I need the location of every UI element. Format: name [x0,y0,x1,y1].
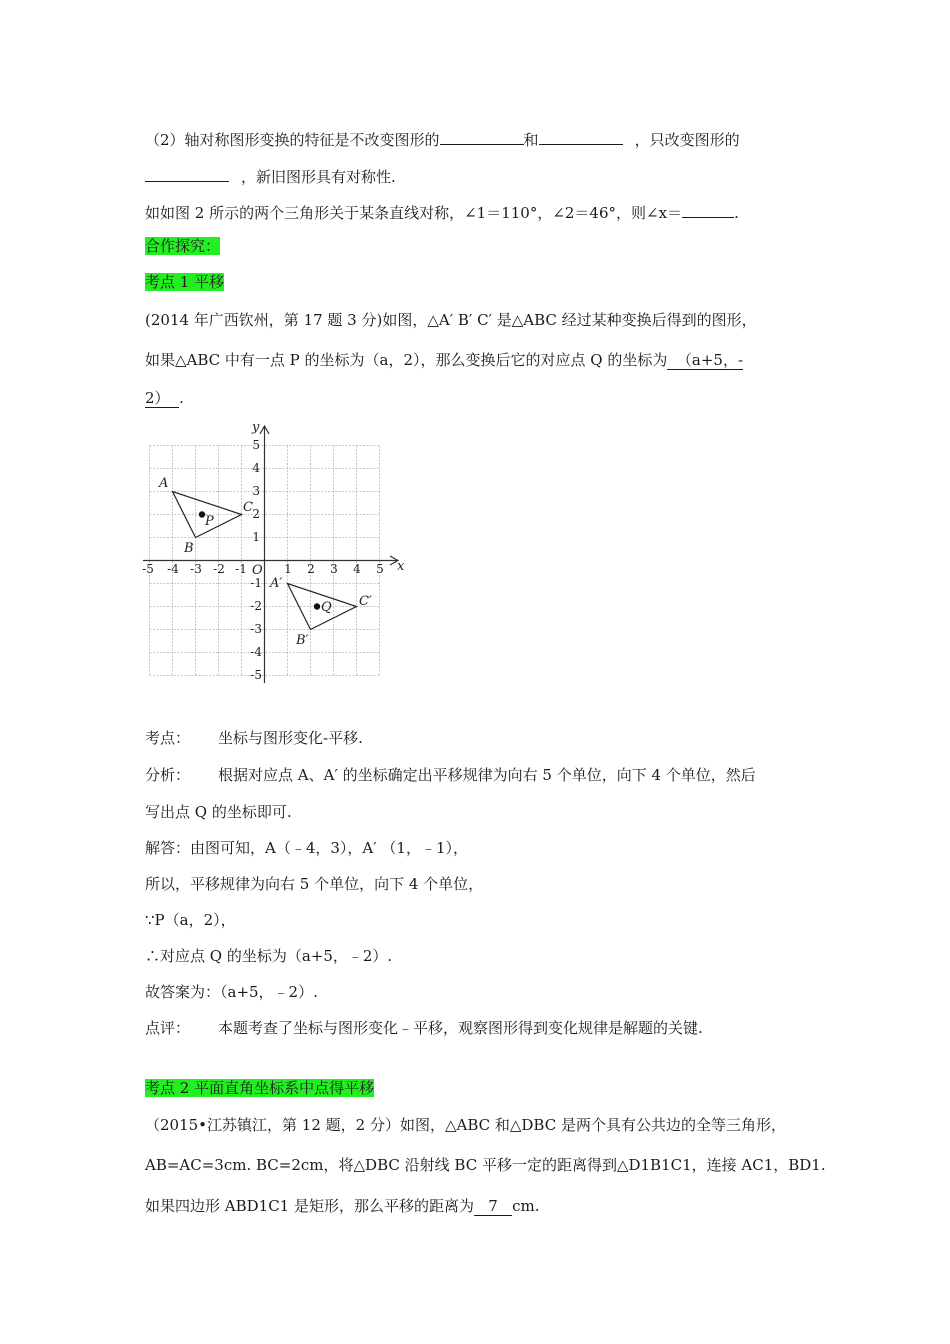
tick-label-x: 2 [307,562,315,576]
kp1-solution-line2: 所以，平移规律为向右 5 个单位，向下 4 个单位， [145,875,484,893]
answer-blank [440,128,524,145]
tick-label-y: 2 [252,507,260,521]
tick-label-x: 3 [330,562,338,576]
answer-blank [682,201,734,218]
kp2-line1: （2015•江苏镇江，第 12 题，2 分）如图，△ABC 和△DBC 是两个具有公共边的全等三角形， [145,1116,786,1134]
tick-label-x: -3 [190,562,202,576]
kp1-comment: 点评： 本题考查了坐标与图形变化﹣平移，观察图形得到变化规律是解题的关键. [145,1019,703,1037]
tick-label-y: 4 [252,461,260,475]
label-b: B [184,541,194,556]
kp1-analysis-line1: 分析： 根据对应点 A、A′ 的坐标确定出平移规律为向右 5 个单位，向下 4 个单位，然后 [145,766,756,784]
tick-label-x: 4 [353,562,361,576]
answer-blank [539,128,623,145]
kp1-kaodian: 考点： 坐标与图形变化-平移. [145,729,363,747]
tick-label-x: 5 [376,562,384,576]
kp1-analysis-line2: 写出点 Q 的坐标即可. [145,803,292,821]
y-axis-label: y [252,420,260,435]
label-q: Q [321,600,332,615]
kp1-solution-line4: ∴对应点 Q 的坐标为（a+5，﹣2）. [145,947,393,965]
kp2-heading: 考点 2 平面直角坐标系中点得平移 [145,1079,375,1097]
kp2-line2: AB=AC=3cm. BC=2cm，将△DBC 沿射线 BC 平移一定的距离得到△D1B1C1，连接 AC1，BD1. [145,1156,826,1174]
answer-text: （a+5，- [667,351,744,369]
x-axis-label: x [397,559,405,574]
answer-text: 2） [145,389,180,407]
tick-label-x: 1 [284,562,292,576]
label-c: C [243,500,253,515]
section-heading-cooperation: 合作探究： [145,237,221,255]
kp1-heading: 考点 1 平移 [145,273,225,291]
axes [143,426,398,683]
answer-blank [145,165,229,182]
tick-label-y: -4 [250,645,262,659]
answer-text: 7 [473,1197,513,1215]
kp1-solution-line1: 解答：由图可知，A（﹣4，3），A′ （1，﹣1）， [145,839,469,857]
kp1-question-line3: 2） . [145,389,184,407]
q2-line2: ，新旧图形具有对称性. [145,165,396,187]
tick-label-x: -5 [142,562,154,576]
q2-line1: （2）轴对称图形变换的特征是不改变图形的 和 ，只改变图形的 [145,128,740,150]
point-q [314,603,320,609]
coordinate-graph [135,415,415,695]
kp1-solution-line5: 故答案为：（a+5，﹣2）. [145,983,318,1001]
label-a-prime: A′ [270,576,283,591]
tick-label-y: -3 [250,622,262,636]
tick-label-y: -5 [250,668,262,682]
label-a: A [159,476,169,491]
label-c-prime: C′ [359,594,372,609]
tick-label-x: -1 [235,562,247,576]
tick-label-y: 1 [252,530,260,544]
tick-label-y: -1 [250,576,262,590]
tick-label-x: -4 [167,562,179,576]
label-p: P [205,514,214,529]
tick-label-x: -2 [213,562,225,576]
origin-label: O [252,563,263,578]
tick-label-y: -2 [250,599,262,613]
kp1-solution-line3: ∵P（a，2）， [145,911,236,929]
label-b-prime: B′ [296,633,309,648]
tick-label-y: 3 [252,484,260,498]
kp1-question-line2: 如果△ABC 中有一点 P 的坐标为（a，2），那么变换后它的对应点 Q 的坐标为 （a+5，- [145,351,744,369]
kp1-question-line1: (2014 年广西钦州，第 17 题 3 分)如图，△A′ B′ C′ 是△ABC 经过某种变换后得到的图形， [145,311,757,329]
tick-label-y: 5 [252,438,260,452]
q2-line3: 如如图 2 所示的两个三角形关于某条直线对称，∠1＝110°，∠2＝46°，则∠x＝ . [145,201,739,223]
kp2-line3: 如果四边形 ABD1C1 是矩形，那么平移的距离为 7 cm. [145,1197,540,1215]
